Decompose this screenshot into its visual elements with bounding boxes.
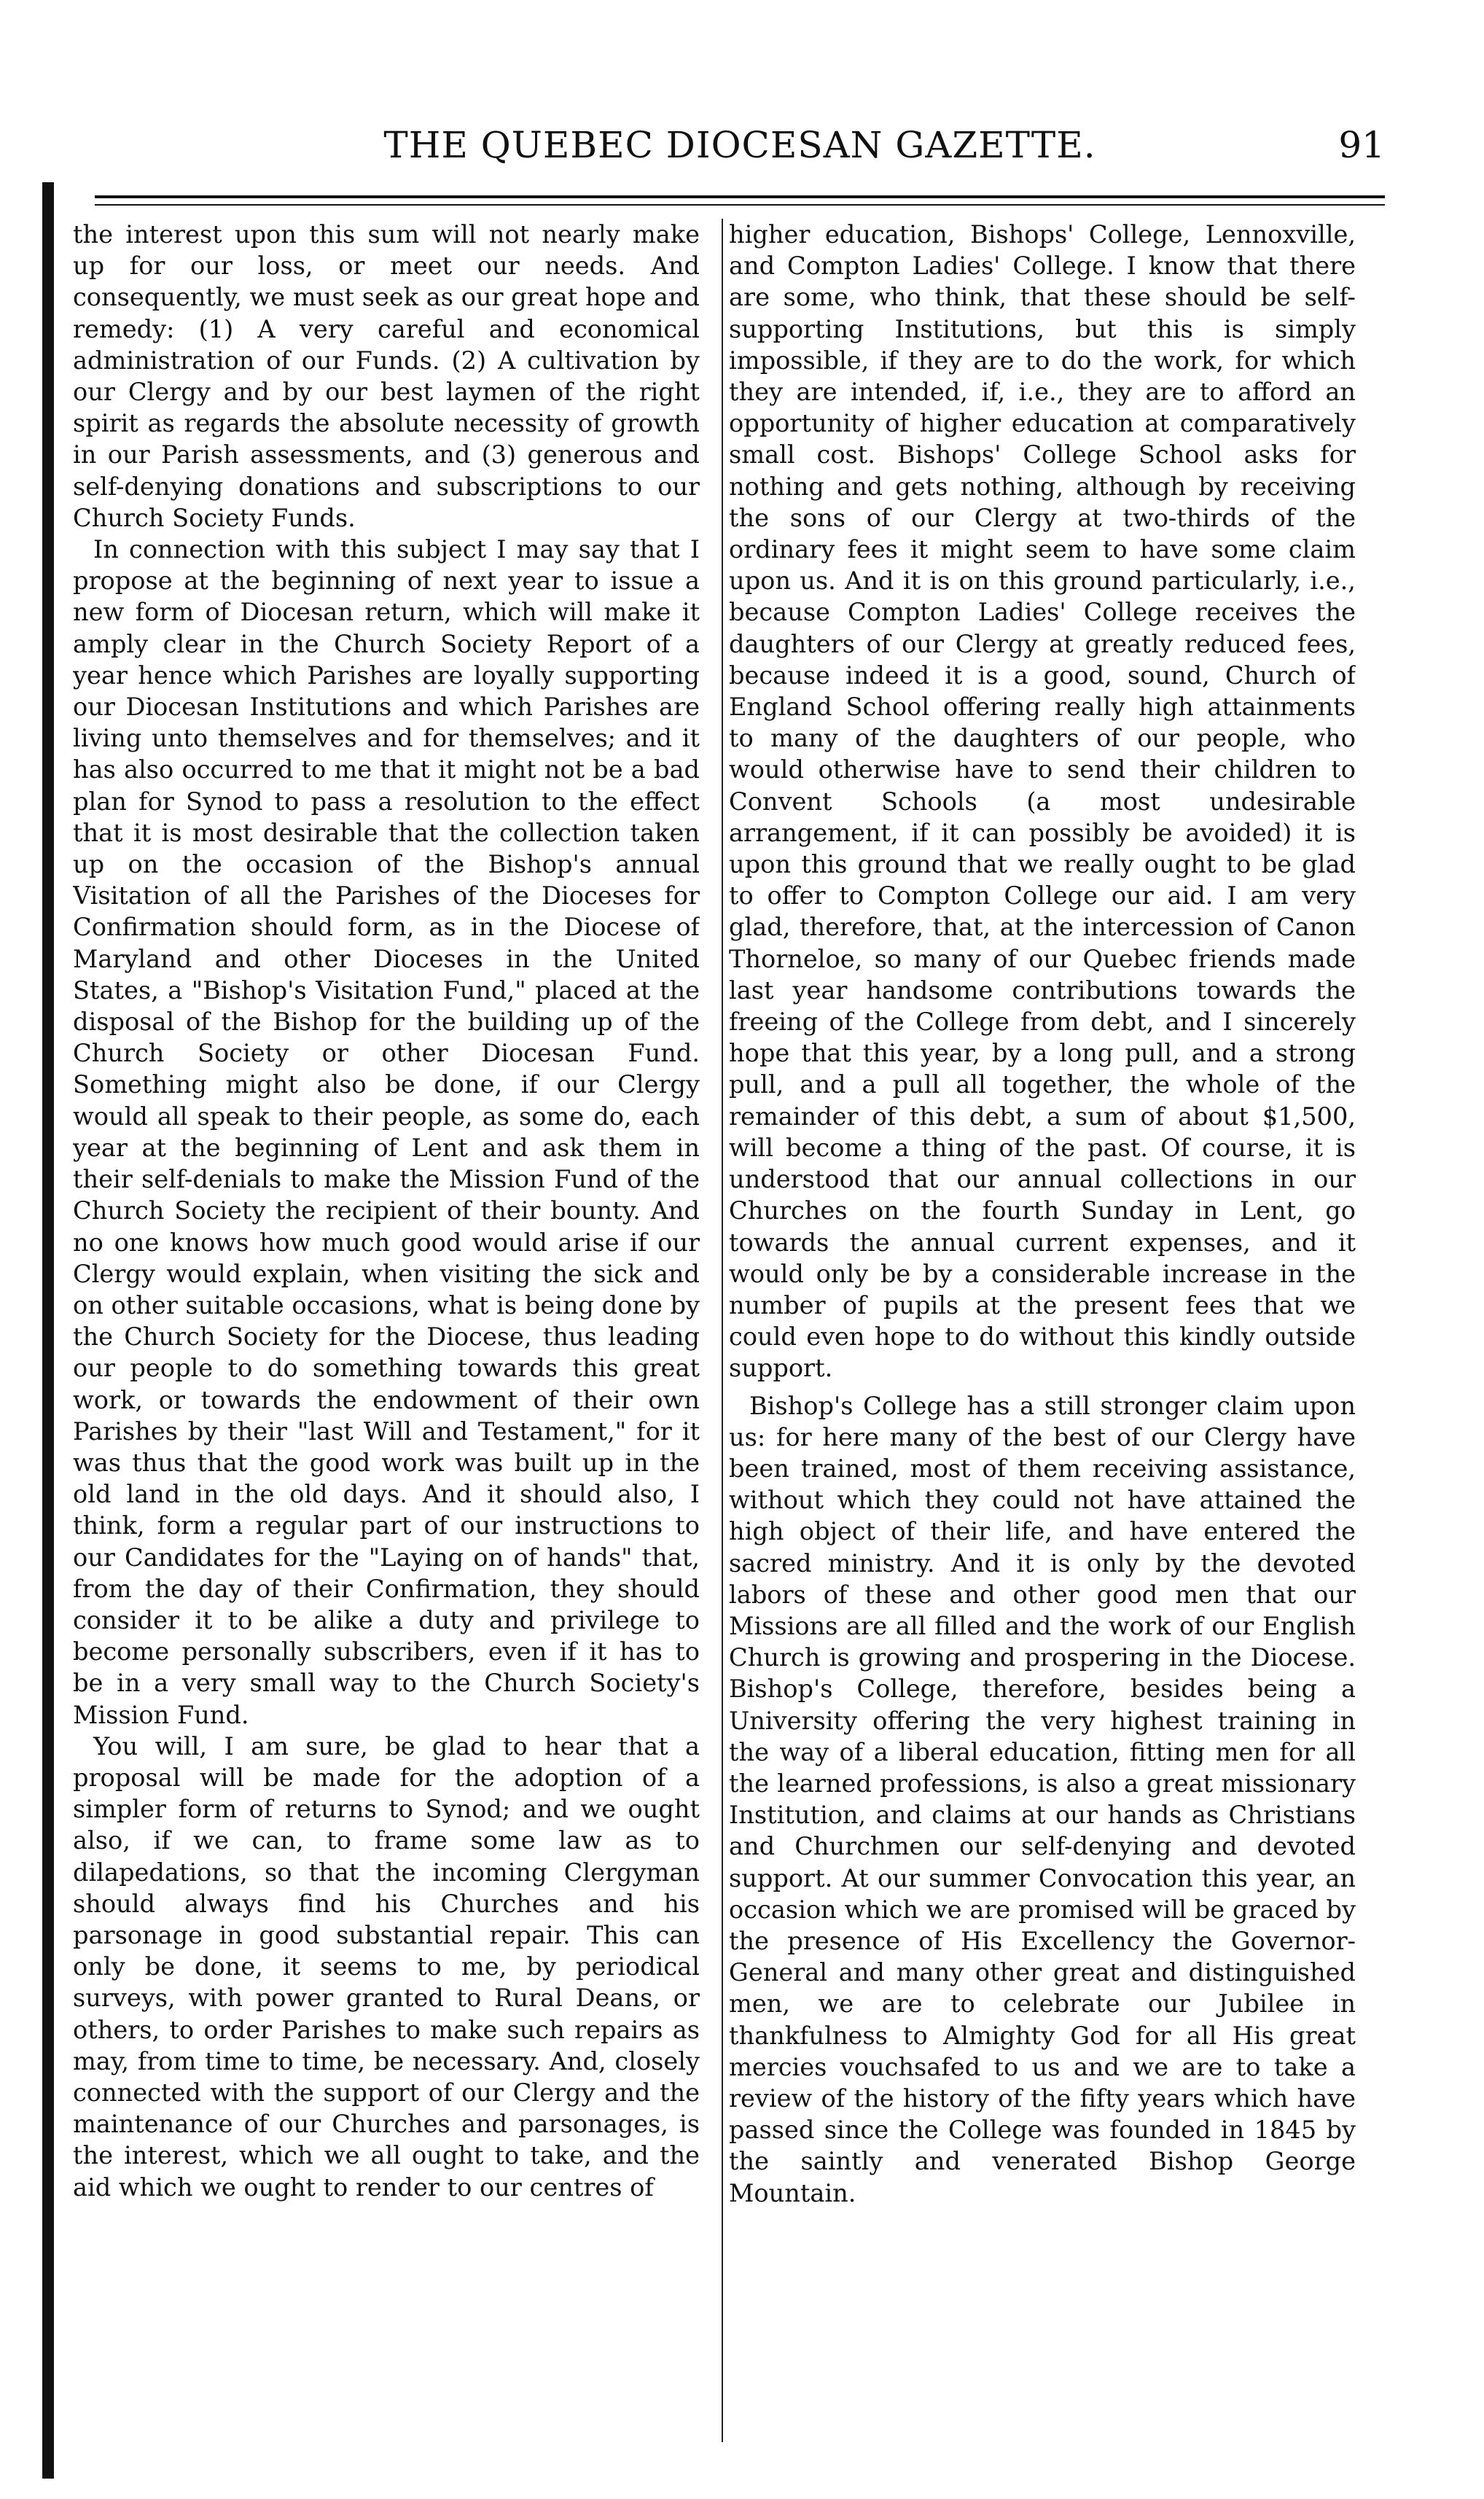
right-paragraph-2: Bishop's College has a still stronger claim upon us: for here many of the best of our Clergy have been trained, most of them receiving assistance, without which they could not have attained the high object of their life, and have entered the sacred ministry. And it is only by the devoted labors of these and other good men that our Missions are all filled and the work of our English Church is growing and prospering in the Diocese. Bishop's College, therefore, besides being a University offering the very highest training in the way of a liberal education, fitting men for all the learned professions, is also a great missionary Institution, and claims at our hands as Christians and Churchmen our self-denying and devoted support. At our summer Convocation this year, an occasion which we are promised will be graced by the presence of His Excellency the Governor-General and many other great and distinguished men, we are to celebrate our Jubilee in thankfulness to Almighty God for all His great mercies vouchsafed to us and we are to take a review of the history of the fifty years which have passed since the College was founded in 1845 by the saintly and venerated Bishop George Mountain. [729,1391,1356,2207]
left-paragraph-1: the interest upon this sum will not nearly make up for our loss, or meet our needs. And consequently, we must seek as our great hope and remedy: (1) A very careful and economical administration of our Funds. (2) A cultivation by our Clergy and by our best laymen of the right spirit as regards the absolute necessity of growth in our Parish assessments, and (3) generous and self-denying donations and subscriptions to our Church Society Funds. [73,220,700,532]
column-divider [722,219,723,2442]
page-header [95,124,1385,182]
right-paragraph-1: higher education, Bishops' College, Lennoxville, and Compton Ladies' College. I know that there are some, who think, that these should be self-supporting Institutions, but this is simply impossible, if they are to do the work, for which they are intended, if, i.e., they are to afford an opportunity of higher education at comparatively small cost. Bishops' College School asks for nothing and gets nothing, although by receiving the sons of our Clergy at two-thirds of the ordinary fees it might seem to have some claim upon us. And it is on this ground particularly, i.e., because Compton Ladies' College receives the daughters of our Clergy at greatly reduced fees, because indeed it is a good, sound, Church of England School offering really high attainments to many of the daughters of our people, who would otherwise have to send their children to Convent Schools (a most undesirable arrangement, if it can possibly be avoided) it is upon this ground that we really ought to be glad to offer to Compton College our aid. I am very glad, therefore, that, at the intercession of Canon Thorneloe, so many of our Quebec friends made last year handsome contributions towards the freeing of the College from debt, and I sincerely hope that this year, by a long pull, and a strong pull, and a pull all together, the whole of the remainder of this debt, a sum of about $1,500, will become a thing of the past. Of course, it is understood that our annual collections in our Churches on the fourth Sunday in Lent, go towards the annual current expenses, and it would only be by a considerable increase in the number of pupils at the present fees that we could even hope to do without this kindly outside support. [729,220,1356,1383]
right-column [729,219,1356,2435]
header-rule-thick [95,195,1385,198]
left-paragraph-2: In connection with this subject I may say that I propose at the beginning of next year to issue a new form of Diocesan return, which will make it amply clear in the Church Society Report of a year hence which Parishes are loyally supporting our Diocesan Institutions and which Parishes are living unto themselves and for themselves; and it has also occurred to me that it might not be a bad plan for Synod to pass a resolution to the effect that it is most desirable that the collection taken up on the occasion of the Bishop's annual Visitation of all the Parishes of the Dioceses for Confirmation should form, as in the Diocese of Maryland and other Dioceses in the United States, a "Bishop's Visitation Fund," placed at the disposal of the Bishop for the building up of the Church Society or other Diocesan Fund. Something might also be done, if our Clergy would all speak to their people, as some do, each year at the beginning of Lent and ask them in their self-denials to make the Mission Fund of the Church Society the recipient of their bounty. And no one knows how much good would arise if our Clergy would explain, when visiting the sick and on other suitable occasions, what is being done by the Church Society for the Diocese, thus leading our people to do something towards this great work, or towards the endowment of their own Parishes by their "last Will and Testament," for it was thus that the good work was built up in the old land in the old days. And it should also, I think, form a regular part of our instructions to our Candidates for the "Laying on of hands" that, from the day of their Confirmation, they should consider it to be alike a duty and privilege to become personally subscribers, even if it has to be in a very small way to the Church Society's Mission Fund. [73,535,700,1729]
binding-edge [42,182,54,2479]
header-rule-thin [95,204,1385,206]
left-column [73,219,700,2435]
left-paragraph-3: You will, I am sure, be glad to hear that a proposal will be made for the adoption of a simpler form of returns to Synod; and we ought also, if we can, to frame some law as to dilapedations, so that the incoming Clergyman should always find his Churches and his parsonage in good substantial repair. This can only be done, it seems to me, by periodical surveys, with power granted to Rural Deans, or others, to order Parishes to make such repairs as may, from time to time, be necessary. And, closely connected with the support of our Clergy and the maintenance of our Churches and parsonages, is the interest, which we all ought to take, and the aid which we ought to render to our centres of [73,1731,700,2202]
page-number: 91 [1338,124,1385,166]
running-title: THE QUEBEC DIOCESAN GAZETTE. [383,124,1096,166]
